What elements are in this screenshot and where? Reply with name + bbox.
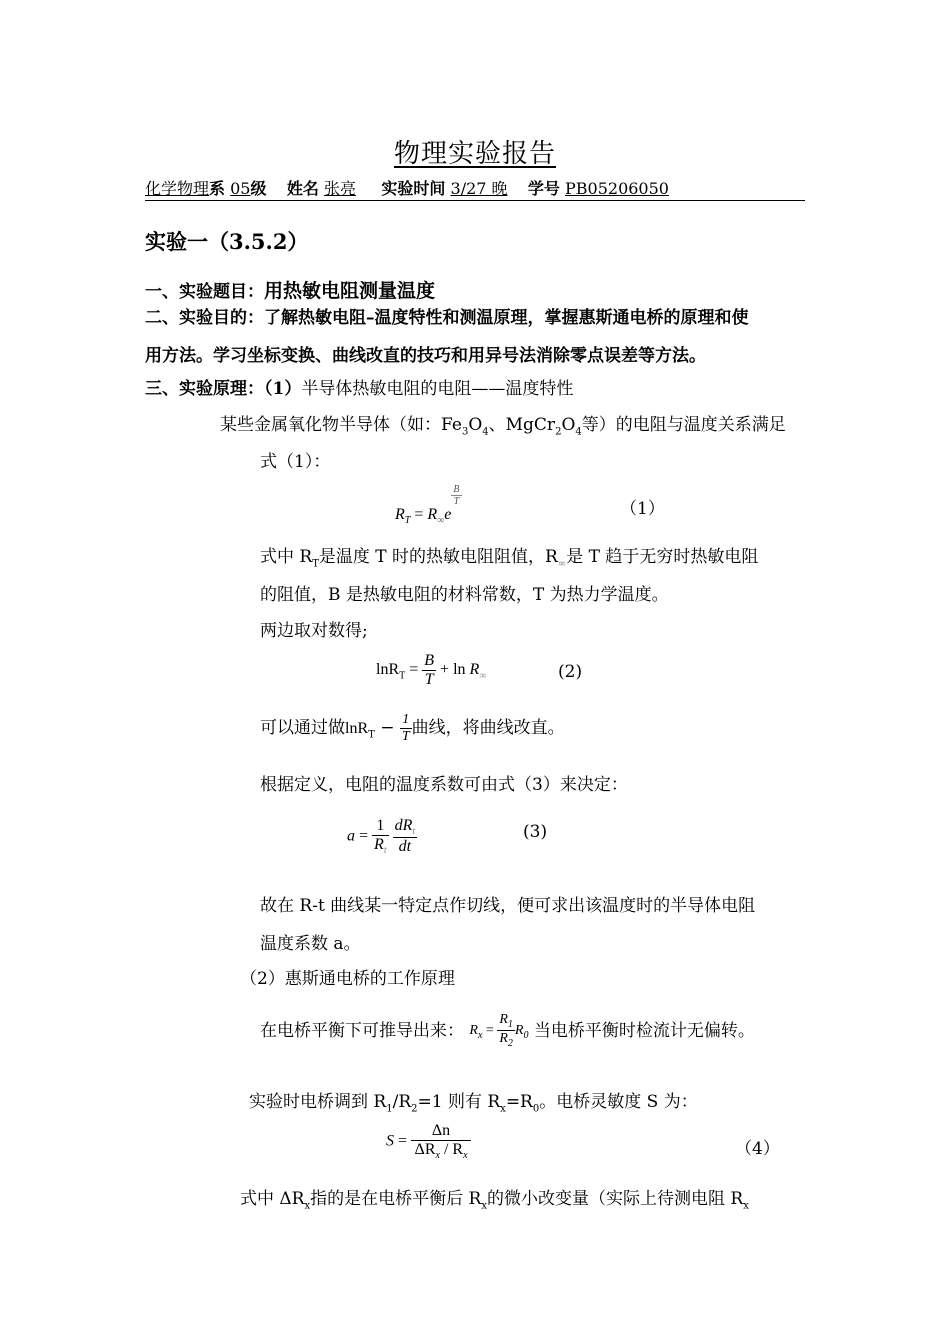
equation-1-number: （1）: [620, 499, 665, 519]
para-3: 两边取对数得;: [260, 621, 368, 641]
section-1: [145, 276, 435, 303]
dept-value: 化学物理: [145, 179, 210, 198]
section-3-label: 三、实验原理：: [145, 379, 264, 399]
equation-4: S = $\frac{\Delta n}{\Delta R_x / R_x}$: [386, 1122, 471, 1161]
student-info: [145, 176, 669, 199]
section-3: [145, 374, 573, 399]
page-title: 物理实验报告: [393, 139, 556, 169]
equation-2-number: (2): [558, 662, 583, 682]
section-2-line-2: 用方法。学习坐标变换、曲线改直的技巧和用异号法消除零点误差等方法。: [145, 346, 706, 366]
para-8: 实验时电桥调到 $R_1/R_2=1$ 则有 $R_x=R_0$。电桥灵敏度 S 为：: [249, 1092, 698, 1115]
para-1-line-2: 式（1）：: [260, 452, 331, 472]
dept-suffix: 系: [209, 179, 226, 198]
section-2-line-1: 二、实验目的：了解热敏电阻–温度特性和测温原理，掌握惠斯通电桥的原理和使: [145, 308, 749, 328]
equation-2: lnR$_T$ = $\frac{B}{T}$ + $\ln R_\infty$: [376, 652, 487, 688]
equation-3: a = $\frac{1}{R_t}$ $\frac{dR_t}{dt}$: [347, 817, 416, 857]
para-1-line-1: 某些金属氧化物半导体（如：$Fe_3O_4$、$MgCr_2O_4$等）的电阻与温度关系满足: [220, 415, 786, 438]
equation-1: $R_T = R_\infty e$ $\frac{B}{T}$: [395, 484, 460, 527]
subsection-2: （2）惠斯通电桥的工作原理: [240, 969, 455, 989]
section-1-text: 用热敏电阻测量温度: [264, 280, 436, 302]
experiment-heading: 实验一（3.5.2）: [145, 229, 309, 254]
para-2-line-2: 的阻值，B 是热敏电阻的材料常数，T 为热力学温度。: [260, 585, 669, 605]
para-6-line-1: 故在 R-t 曲线某一特定点作切线，便可求出该温度时的半导体电阻: [260, 896, 756, 916]
grade-suffix: 级: [250, 179, 267, 198]
time-value: 3/27 晚: [450, 179, 508, 198]
para-9: 式中 $\Delta R_x$指的是在电桥平衡后 $R_x$的微小改变量（实际上待测电阻 $R_x$: [240, 1189, 749, 1212]
para-6-line-2: 温度系数 a。: [260, 934, 361, 954]
time-label: 实验时间: [381, 179, 446, 198]
para-5: 根据定义，电阻的温度系数可由式（3）来决定：: [260, 775, 628, 795]
section-3-sub1: （1）: [264, 379, 302, 399]
section-1-label: 一、实验题目：: [145, 282, 264, 302]
para-4: 可以通过做lnR$_T$ − $\frac{1}{T}$ 曲线，将曲线改直。: [260, 712, 565, 744]
grade-value: 05: [230, 179, 251, 198]
id-label: 学号: [527, 179, 560, 198]
para-2-line-1: 式中 $R_T$是温度 T 时的热敏电阻阻值，$R_\infty$是 T 趋于无穷时热敏电阻: [260, 547, 759, 570]
para-7: 在电桥平衡下可推导出来： $R_x$ = $\frac{R_1}{R_2}$ $R_0$ 当电桥平衡时检流计无偏转。: [260, 1012, 755, 1049]
name-value: 张亮: [323, 179, 356, 198]
id-value: PB05206050: [565, 179, 669, 198]
equation-4-number: （4）: [735, 1139, 780, 1159]
section-3-sub1-text: 半导体热敏电阻的电阻——温度特性: [301, 379, 574, 399]
header-rule: [145, 200, 805, 201]
equation-3-number: (3): [523, 822, 548, 842]
name-label: 姓名: [286, 179, 319, 198]
